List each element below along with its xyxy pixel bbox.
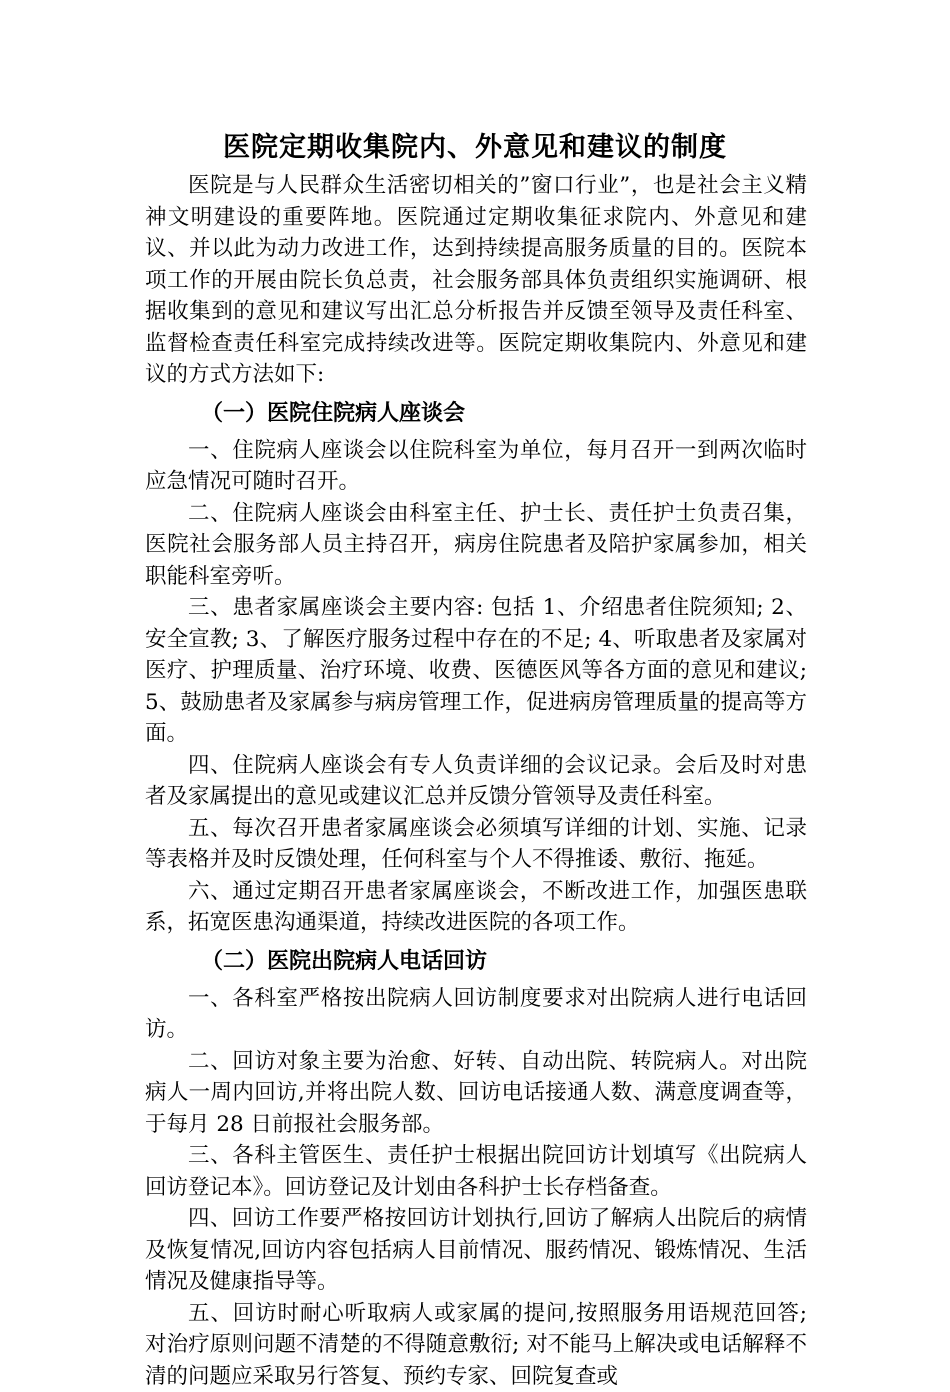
section-2-item: 三、各科主管医生、责任护士根据出院回访计划填写《出院病人回访登记本》。回访登记及计划由各科护士长存档备查。 (145, 1140, 807, 1203)
section-1-item: 五、每次召开患者家属座谈会必须填写详细的计划、实施、记录等表格并及时反馈处理，任何科室与个人不得推诿、敷衍、拖延。 (145, 813, 807, 876)
intro-paragraph: 医院是与人民群众生活密切相关的”窗口行业”，也是社会主义精神文明建设的重要阵地。医院通过定期收集征求院内、外意见和建议、并以此为动力改进工作，达到持续提高服务质量的目的。医院本项工作的开展由院长负总责，社会服务部具体负责组织实施调研、根据收集到的意见和建议写出汇总分析报告并反馈至领导及责任科室、监督检查责任科室完成持续改进等。医院定期收集院内、外意见和建议的方式方法如下: (145, 170, 807, 391)
section-2-item: 五、回访时耐心听取病人或家属的提问,按照服务用语规范回答; 对治疗原则问题不清楚的不得随意敷衍; 对不能马上解决或电话解释不清的问题应采取另行答复、预约专家、回院复查或 (145, 1298, 807, 1392)
section-1-heading: （一）医院住院病人座谈会 (201, 397, 807, 431)
document-title: 医院定期收集院内、外意见和建议的制度 (140, 128, 810, 168)
section-1-item: 四、住院病人座谈会有专人负责详细的会议记录。会后及时对患者及家属提出的意见或建议汇总并反馈分管领导及责任科室。 (145, 750, 807, 813)
section-2-item: 二、回访对象主要为治愈、好转、自动出院、转院病人。对出院病人一周内回访,并将出院人数、回访电话接通人数、满意度调查等，于每月 28 日前报社会服务部。 (145, 1046, 807, 1141)
section-1-item: 六、通过定期召开患者家属座谈会，不断改进工作，加强医患联系，拓宽医患沟通渠道，持续改进医院的各项工作。 (145, 876, 807, 939)
section-2-item: 四、回访工作要严格按回访计划执行,回访了解病人出院后的病情及恢复情况,回访内容包括病人目前情况、服药情况、锻炼情况、生活情况及健康指导等。 (145, 1203, 807, 1298)
section-1-item: 一、住院病人座谈会以住院科室为单位，每月召开一到两次临时应急情况可随时召开。 (145, 435, 807, 498)
section-1-item: 二、住院病人座谈会由科室主任、护士长、责任护士负责召集，医院社会服务部人员主持召开，病房住院患者及陪护家属参加，相关职能科室旁听。 (145, 498, 807, 593)
section-2-item: 一、各科室严格按出院病人回访制度要求对出院病人进行电话回访。 (145, 983, 807, 1046)
section-1-item: 三、患者家属座谈会主要内容: 包括 1、介绍患者住院须知; 2、安全宣教; 3、了解医疗服务过程中存在的不足; 4、听取患者及家属对医疗、护理质量、治疗环境、收费、医德医风等各方面的意见和建议; 5、鼓励患者及家属参与病房管理工作，促进病房管理质量的提高等方面。 (145, 592, 807, 750)
document-body (145, 170, 807, 1392)
section-2-heading: （二）医院出院病人电话回访 (201, 945, 807, 979)
